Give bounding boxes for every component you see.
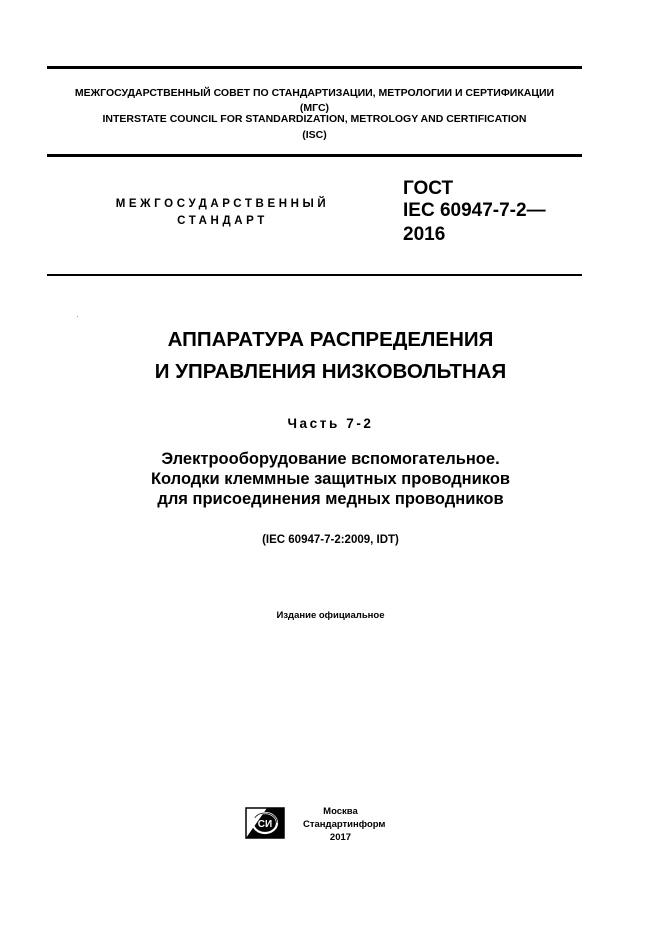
top-rule <box>47 66 582 69</box>
standard-type-line2: СТАНДАРТ <box>177 215 268 227</box>
publisher-logo-text: СИ <box>257 819 273 830</box>
gost-label: ГОСТ <box>403 178 454 199</box>
edition-note: Издание официальное <box>276 610 385 621</box>
council-abbr-ru: (МГС) <box>299 102 330 114</box>
gost-year: 2016 <box>403 224 446 245</box>
part-title-line3: для присоединения медных проводников <box>157 490 504 508</box>
international-standard-reference: (IEC 60947-7-2:2009, IDT) <box>262 534 399 546</box>
document-title-line2: И УПРАВЛЕНИЯ НИЗКОВОЛЬТНАЯ <box>154 360 507 383</box>
header-rule <box>47 154 582 157</box>
publication-year: 2017 <box>329 832 352 843</box>
publisher-city: Москва <box>323 806 358 817</box>
part-title-line2: Колодки клеммные защитных проводников <box>150 470 511 488</box>
part-title-line1: Электрооборудование вспомогательное. <box>161 450 500 468</box>
publisher-logo-icon <box>245 807 285 839</box>
standard-type-line1: МЕЖГОСУДАРСТВЕННЫЙ <box>115 198 330 210</box>
council-name-ru: МЕЖГОСУДАРСТВЕННЫЙ СОВЕТ ПО СТАНДАРТИЗАЦИИ, МЕТРОЛОГИИ И СЕРТИФИКАЦИИ <box>74 87 555 99</box>
council-abbr-en: (ISC) <box>302 129 327 141</box>
gost-number: IEC 60947-7-2— <box>403 200 546 221</box>
designation-rule <box>47 274 582 276</box>
publisher-name: Стандартинформ <box>303 819 386 830</box>
part-label: Часть 7-2 <box>287 416 374 431</box>
council-name-en: INTERSTATE COUNCIL FOR STANDARDIZATION, METROLOGY AND CERTIFICATION <box>102 113 527 125</box>
document-title-line1: АППАРАТУРА РАСПРЕДЕЛЕНИЯ <box>167 328 494 351</box>
scan-speck <box>77 316 78 317</box>
